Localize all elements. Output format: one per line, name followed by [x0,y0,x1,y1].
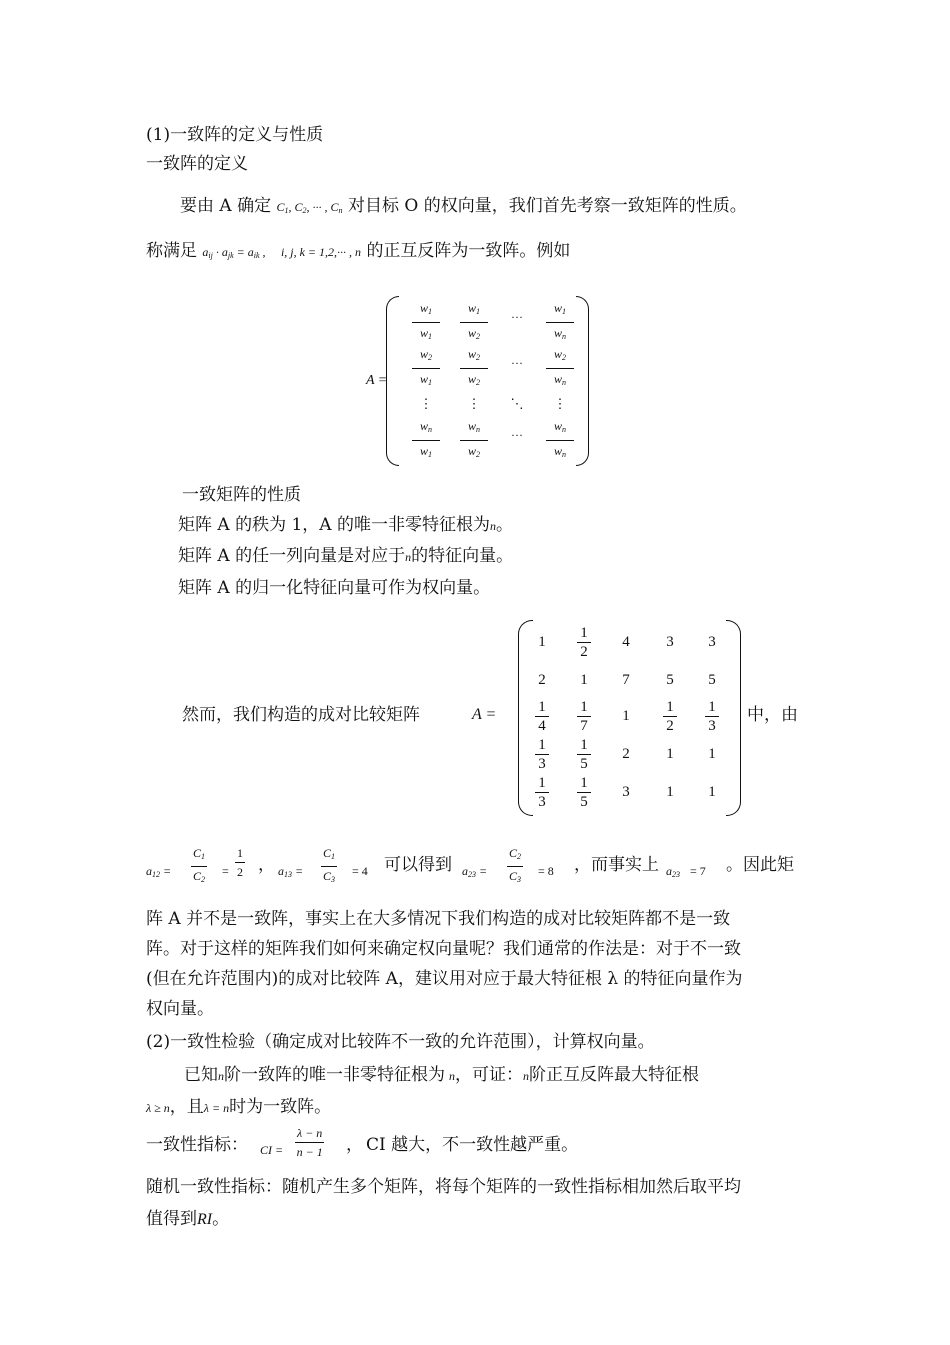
pairwise-cell-r4-c4: 1 [666,746,674,762]
pairwise-tail: 中，由 [747,705,798,725]
pairwise-cell-r2-c2: 1 [580,672,588,688]
paragraph-consistency-def [146,240,570,267]
eigen2-text-d: 时为一致阵。 [229,1097,332,1117]
eigen-text-b: 阶一致阵的唯一非零特征根为 [224,1065,445,1085]
consistent-matrix [386,296,590,466]
random-index-line-1: 随机一致性指标：随机产生多个矩阵，将每个矩阵的一致性指标相加然后取平均 [146,1177,741,1197]
matrix-cell-w1-w2: $w_1$ $w_2$ [460,300,488,345]
para4-line-4: 权向量。 [146,999,214,1019]
consistency-formula: $a_{ij} \cdot a_{jk} = a_{ik}$ , [202,245,266,260]
para4-line-2: 阵。对于这样的矩阵我们如何来确定权向量呢？我们通常的作法是：对于不一致 [146,939,741,959]
property-1-text: 矩阵 A 的秩为 1，A 的唯一非零特征根为 [178,515,490,535]
pairwise-intro: 然而，我们构造的成对比较矩阵 [182,705,420,725]
can-obtain-text: 可以得到 [384,855,452,875]
pairwise-cell-r1-c5: 3 [708,634,716,650]
matrix-cell-w1-wn: $w_1$ $w_n$ [546,300,574,345]
pairwise-cell-r2-c4: 5 [666,672,674,688]
property-1 [178,514,513,537]
pairwise-cell-r5-c5: 1 [708,784,716,800]
property-2-text-b: 的特征向量。 [411,546,514,566]
matrix-ddots: ⋱ [510,396,524,411]
property-3: 矩阵 A 的归一化特征向量可作为权向量。 [178,578,491,598]
pairwise-cell-r1-c1: 1 [538,634,546,650]
fraction-half: $\frac{1}{2}$ [237,846,243,879]
matrix-dots-r1: ··· [511,310,523,324]
therefore-text: 。因此矩 [726,855,794,875]
pairwise-cell-r3-c2: 1 7 [570,698,598,735]
random-index-line-2 [146,1208,229,1231]
eigen-n-3: n [523,1069,529,1083]
matrix-bracket-right [576,296,589,466]
a23-actual-value: = 7 [690,864,706,878]
pairwise-cell-r5-c2: 1 5 [570,774,598,811]
property-2-text-a: 矩阵 A 的任一列向量是对应于 [178,546,406,566]
a13-value: = 4 [352,864,368,878]
pairwise-cell-r5-c4: 1 [666,784,674,800]
paragraph-eigen [184,1064,699,1087]
ci-description: CI 越大，不一致性越严重。 [366,1135,579,1155]
pairwise-cell-r4-c2: 1 5 [570,736,598,773]
a13-symbol: $a_{13}$ = [278,864,304,879]
ci-comma: ， [346,1135,363,1155]
a23-actual-symbol: $a_{23}$ [666,864,680,879]
comma-1: ， [258,855,275,875]
eigen-n-1: n [218,1069,224,1083]
matrix-cell-w2-wn: $w_2$ $w_n$ [546,346,574,391]
lambda-ge-n: λ ≥ n [146,1101,170,1115]
pairwise-cell-r5-c1: 1 3 [528,774,556,811]
pairwise-cell-r4-c3: 2 [622,746,630,762]
ri-text: 值得到 [146,1209,197,1229]
matrix-cell-wn-w1: $w_n$ $w_1$ [412,418,440,463]
property-1-n: n [489,519,496,533]
matrix-cell-wn-wn: $w_n$ $w_n$ [546,418,574,463]
def-text-b: 的正互反阵为一致阵。例如 [366,241,571,261]
lambda-eq-n: λ = n [203,1101,230,1115]
ri-symbol: RI [197,1211,213,1228]
criteria-list: $C_1$, $C_2$, ··· , $C_n$ [276,200,343,215]
matrix-cell-w1-w1: $w_1$ $w_1$ [412,300,440,345]
pairwise-cell-r1-c3: 4 [622,634,630,650]
ci-symbol: CI = [260,1143,284,1157]
pairwise-cell-r5-c3: 3 [622,784,630,800]
pairwise-cell-r4-c1: 1 3 [528,736,556,773]
para4-line-3: (但在允许范围内)的成对比较阵 A，建议用对应于最大特征根 λ 的特征向量作为 [146,969,743,989]
pairwise-cell-r2-c5: 5 [708,672,716,688]
a23-derived-value: = 8 [538,864,554,878]
section-heading-1: (1)一致阵的定义与性质 [146,125,324,145]
eigen-n-2: n [449,1069,455,1083]
property-1-end: 。 [495,515,513,535]
paragraph-eigen-2 [146,1096,331,1119]
def-text-a: 称满足 [146,241,197,261]
paragraph-intro [180,195,747,222]
matrix-a-label: A = [366,373,388,388]
pairwise-cell-r1-c2: 1 2 [570,624,598,661]
pairwise-matrix-label: A = [472,706,497,723]
subheading-properties: 一致矩阵的性质 [182,485,301,505]
para4-line-1: 阵 A 并不是一致阵，事实上在大多情况下我们构造的成对比较矩阵都不是一致 [146,909,731,929]
pairwise-cell-r3-c5: 1 3 [698,698,726,735]
eigen2-text-b: ，且 [169,1097,204,1117]
subheading-definition: 一致阵的定义 [146,154,248,174]
ri-end: 。 [212,1209,230,1229]
section-heading-2: (2)一致性检验（确定成对比较阵不一致的允许范围），计算权向量。 [146,1032,655,1052]
intro-text-b: 对目标 O 的权向量，我们首先考察一致矩阵的性质。 [347,196,747,216]
matrix-bracket-left [386,296,399,466]
property-2-n: n [405,550,412,564]
pairwise-cell-r3-c4: 1 2 [656,698,684,735]
intro-text-a: 要由 A 确定 [180,196,272,216]
pairwise-cell-r4-c5: 1 [708,746,716,762]
matrix-dots-r2: ··· [511,356,523,370]
property-2 [178,545,513,568]
pairwise-cell-r2-c3: 7 [622,672,630,688]
pairwise-matrix [518,620,742,816]
fraction-c1-c2: $\frac{C_1}{C_2}$ [193,846,206,884]
ci-fraction: $\frac{\lambda - n}{n - 1}$ [296,1126,323,1159]
pairwise-cell-r2-c1: 2 [538,672,546,688]
a12-symbol: $a_{12}$ = [146,864,172,879]
matrix-cell-w2-w1: $w_2$ $w_1$ [412,346,440,391]
pairwise-cell-r1-c4: 3 [666,634,674,650]
matrix-cell-w2-w2: $w_2$ $w_2$ [460,346,488,391]
a23-symbol: $a_{23}$ = [462,864,488,879]
eigen-text-c: ，可证： [455,1065,523,1085]
pairwise-bracket-right [726,620,741,816]
pairwise-cell-r3-c3: 1 [622,708,630,724]
fraction-c1-c3: $\frac{C_1}{C_3}$ [323,846,336,884]
in-fact-text: ，而事实上 [574,855,659,875]
matrix-vdots-c1: ⋮ [419,396,433,411]
index-condition: i, j, k = 1,2,··· , n [280,245,362,259]
a12-eq-sign: = [222,864,229,878]
ci-label: 一致性指标： [146,1135,248,1155]
eigen-text-d: 阶正互反阵最大特征根 [529,1065,699,1085]
eigen-text-a: 已知 [184,1065,218,1085]
fraction-c2-c3: $\frac{C_2}{C_3}$ [509,846,522,884]
matrix-vdots-c2: ⋮ [467,396,481,411]
matrix-cell-wn-w2: $w_n$ $w_2$ [460,418,488,463]
matrix-dots-rn: ··· [511,428,523,442]
matrix-vdots-cn: ⋮ [553,396,567,411]
pairwise-cell-r3-c1: 1 4 [528,698,556,735]
